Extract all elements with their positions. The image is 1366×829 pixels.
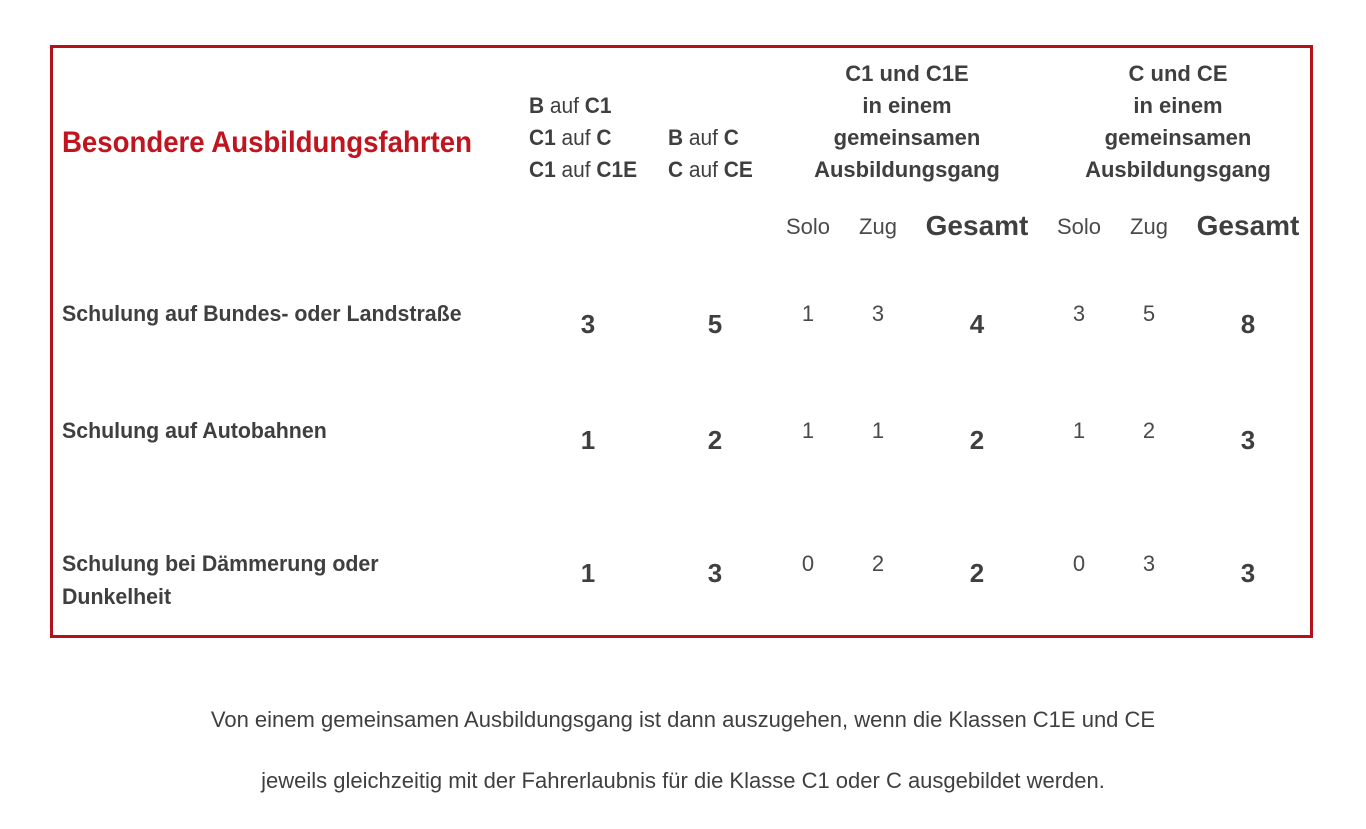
col1-line2-b: C: [596, 125, 612, 150]
row2-g2-zug: 2: [1142, 418, 1156, 443]
group1-zug-header: Zug: [859, 214, 897, 239]
row1-col2-value: 5: [707, 309, 723, 339]
row2-g1-gesamt: 2: [969, 425, 985, 455]
row3-g1-solo: 0: [801, 551, 815, 576]
footnote-line-2: jeweils gleichzeitig mit der Fahrerlaubnis für die Klasse C1 oder C ausgebildet werden.: [261, 768, 1105, 793]
group1-line4: Ausbildungsgang: [814, 157, 1000, 182]
group2-line2: in einem: [1133, 93, 1223, 118]
row2-g2-gesamt: 3: [1240, 425, 1256, 455]
group1-solo-header: Solo: [785, 214, 831, 239]
row3-g2-solo: 0: [1072, 551, 1086, 576]
row2-g1-zug: 1: [871, 418, 885, 443]
table-title: Besondere Ausbildungsfahrten: [62, 126, 472, 159]
row1-col1-value: 3: [580, 309, 596, 339]
row3-g1-zug: 2: [871, 551, 885, 576]
row-label: Schulung auf Bundes- oder Landstraße: [62, 301, 462, 326]
col1-line1-b: C1: [584, 93, 612, 118]
footnote-line-1: Von einem gemeinsamen Ausbildungsgang ist dann auszugehen, wenn die Klassen C1E und CE: [210, 707, 1156, 732]
row3-g2-zug: 3: [1142, 551, 1156, 576]
col1-line2-a: C1: [529, 125, 556, 150]
row1-g1-zug: 3: [871, 301, 885, 326]
row2-col2-value: 2: [707, 425, 723, 455]
col2-line1-b: C: [723, 125, 739, 150]
row2-g1-solo: 1: [801, 418, 815, 443]
col1-line1-rest: auf: [544, 93, 585, 118]
group2-line4: Ausbildungsgang: [1085, 157, 1271, 182]
col1-line2-rest: auf: [555, 125, 597, 150]
col2-line1-rest: auf: [683, 125, 724, 150]
group2-line3: gemeinsamen: [1104, 125, 1252, 150]
group1-line2: in einem: [862, 93, 952, 118]
group2-solo-header: Solo: [1056, 214, 1102, 239]
group2-gesamt-header: Gesamt: [1196, 210, 1300, 241]
group-header-c1-c1e: [787, 58, 1027, 186]
col2-line2-rest: auf: [683, 157, 724, 182]
row1-g1-gesamt: 4: [969, 309, 985, 339]
group1-gesamt-header: Gesamt: [925, 210, 1029, 241]
col2-line2-b: CE: [723, 157, 753, 182]
group2-zug-header: Zug: [1130, 214, 1168, 239]
row1-g2-gesamt: 8: [1240, 309, 1256, 339]
col1-line3-a: C1: [529, 157, 556, 182]
row3-col2-value: 3: [707, 558, 723, 588]
column-header-b-c1: [529, 90, 637, 186]
row1-g1-solo: 1: [801, 301, 815, 326]
row2-col1-value: 1: [580, 425, 596, 455]
col1-line1-a: B: [529, 93, 545, 118]
row3-g2-gesamt: 3: [1240, 558, 1256, 588]
col2-line1-a: B: [668, 125, 684, 150]
row1-g2-zug: 5: [1142, 301, 1156, 326]
group1-line3: gemeinsamen: [833, 125, 981, 150]
col1-line3-b: C1E: [596, 157, 638, 182]
row-label: Schulung auf Autobahnen: [62, 418, 327, 443]
row1-g2-solo: 3: [1072, 301, 1086, 326]
col2-line2-a: C: [668, 157, 684, 182]
group-header-c-ce: [1058, 58, 1298, 186]
row3-g1-gesamt: 2: [969, 558, 985, 588]
group2-line1: C und CE: [1128, 61, 1228, 86]
row3-col1-value: 1: [580, 558, 596, 588]
column-header-b-c: [668, 122, 753, 186]
row-label: Schulung bei Dämmerung oder Dunkelheit: [62, 551, 379, 609]
row2-g2-solo: 1: [1072, 418, 1086, 443]
col1-line3-rest: auf: [555, 157, 597, 182]
group1-line1: C1 und C1E: [845, 61, 969, 86]
